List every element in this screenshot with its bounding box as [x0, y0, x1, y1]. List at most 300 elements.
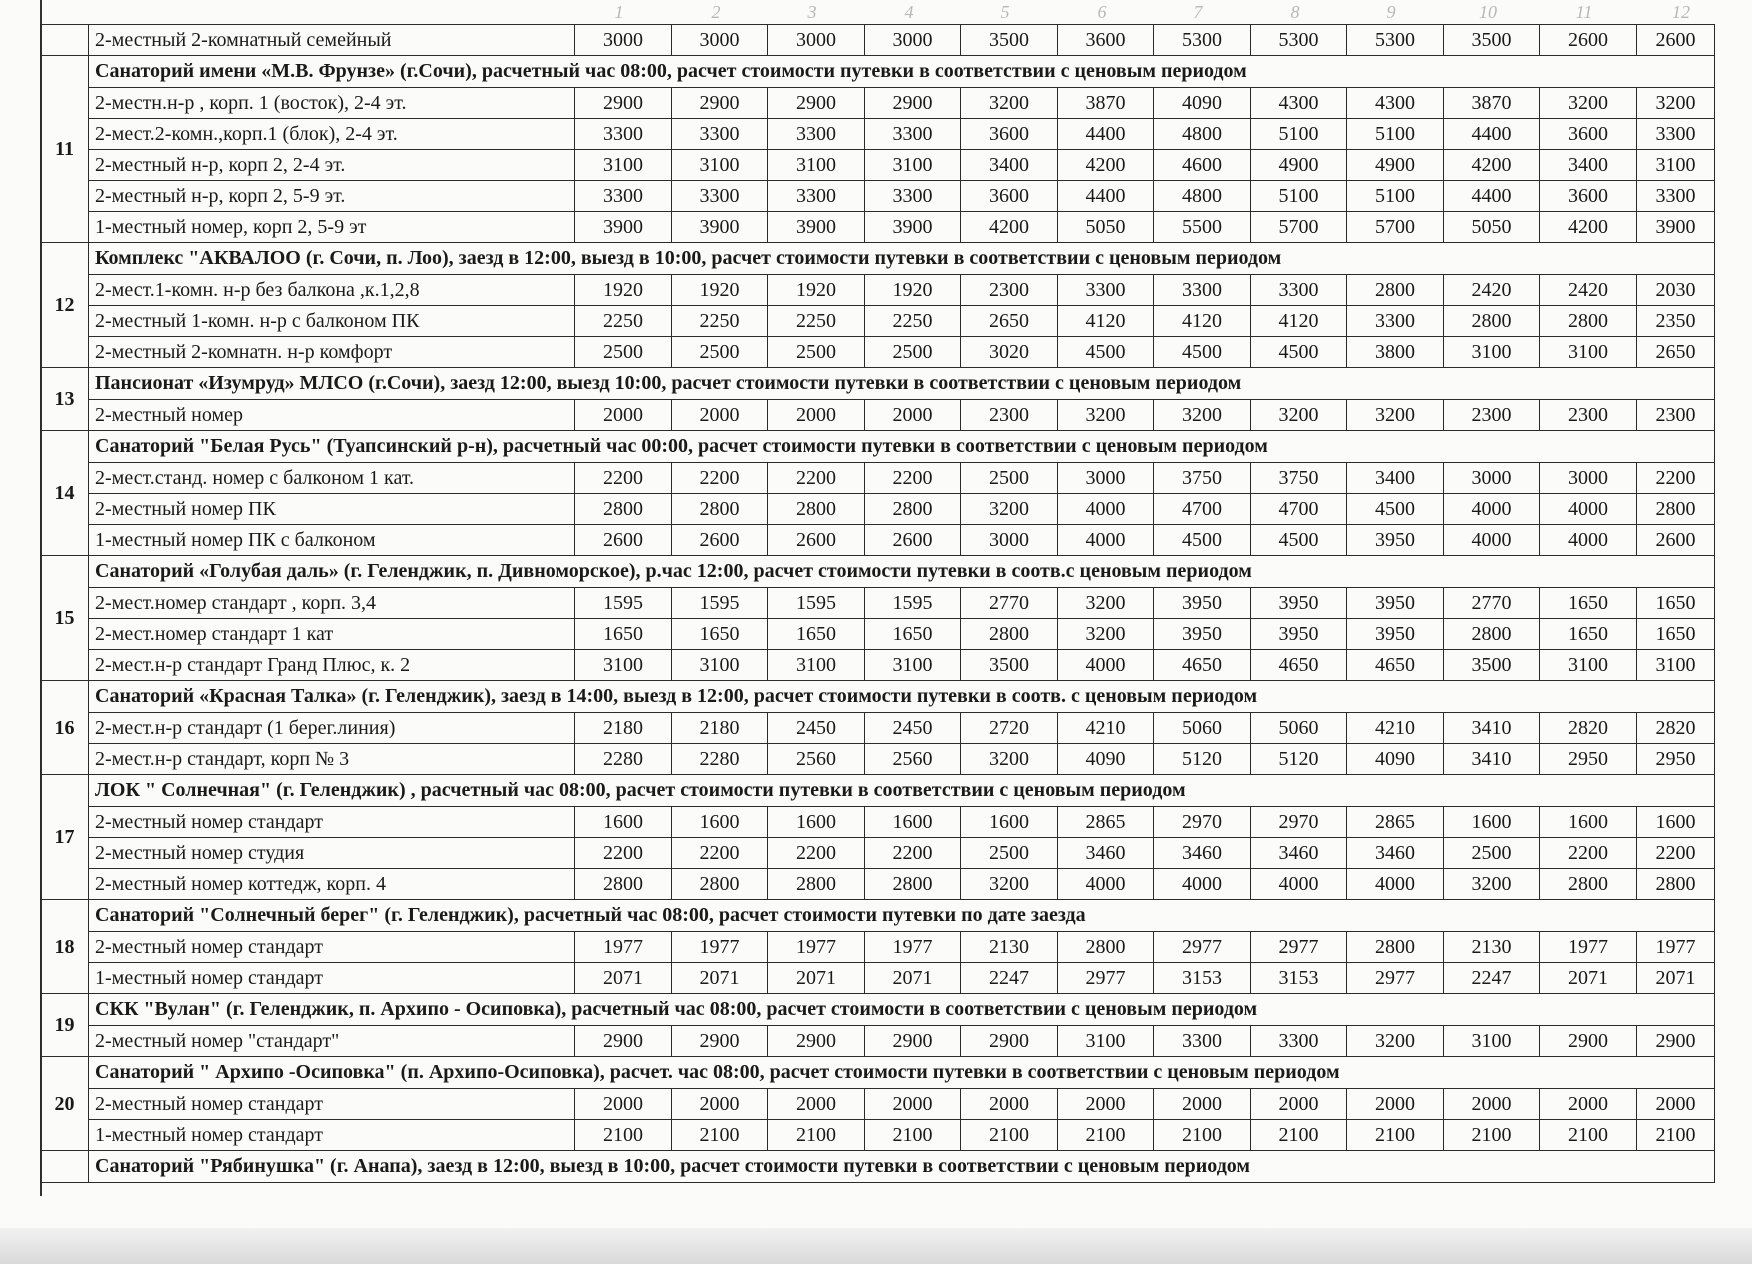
price-cell: 4200 — [1058, 150, 1154, 181]
room-type-cell: 1-местный номер стандарт — [89, 1120, 575, 1151]
price-cell: 3900 — [865, 212, 961, 243]
price-cell: 2200 — [1637, 838, 1715, 869]
price-cell: 5120 — [1251, 744, 1347, 775]
price-cell: 3300 — [1251, 275, 1347, 306]
sanatorium-number — [41, 1151, 89, 1183]
price-cell: 2800 — [1637, 869, 1715, 900]
price-cell: 3460 — [1154, 838, 1251, 869]
price-cell: 2000 — [1637, 1089, 1715, 1120]
price-cell: 3100 — [865, 150, 961, 181]
price-cell: 1600 — [961, 807, 1058, 838]
table-row — [41, 119, 1715, 150]
price-cell: 2200 — [865, 838, 961, 869]
price-cell: 2500 — [865, 337, 961, 368]
price-cell: 3100 — [672, 650, 768, 681]
price-cell: 1650 — [768, 619, 865, 650]
price-cell: 2000 — [768, 400, 865, 431]
price-cell: 4000 — [1058, 869, 1154, 900]
price-cell: 3000 — [1540, 463, 1637, 494]
price-cell: 2200 — [575, 463, 672, 494]
price-cell: 2977 — [1347, 963, 1444, 994]
price-cell: 4120 — [1058, 306, 1154, 337]
price-cell: 1600 — [672, 807, 768, 838]
price-cell: 4000 — [1058, 525, 1154, 556]
column-number: 1 — [614, 2, 624, 22]
price-cell: 3300 — [1154, 1026, 1251, 1057]
price-cell: 3300 — [1251, 1026, 1347, 1057]
sanatorium-header-row — [41, 775, 1715, 807]
price-cell: 2000 — [1347, 1089, 1444, 1120]
scan-shadow — [0, 1228, 1752, 1264]
price-cell: 2820 — [1637, 713, 1715, 744]
table-row — [41, 463, 1715, 494]
price-cell: 4000 — [1058, 494, 1154, 525]
price-cell: 2800 — [768, 494, 865, 525]
price-cell: 2071 — [1540, 963, 1637, 994]
room-type-cell: 2-мест.1-комн. н-р без балкона ,к.1,2,8 — [89, 275, 575, 306]
sanatorium-number: 14 — [41, 431, 89, 556]
price-cell: 2350 — [1637, 306, 1715, 337]
price-cell: 2300 — [961, 275, 1058, 306]
price-cell: 3100 — [768, 150, 865, 181]
price-cell: 3600 — [1058, 25, 1154, 56]
room-type-cell: 2-местный номер стандарт — [89, 1089, 575, 1120]
price-cell: 3020 — [961, 337, 1058, 368]
price-cell: 2000 — [672, 1089, 768, 1120]
price-table — [40, 24, 1715, 1183]
price-cell: 2300 — [1444, 400, 1540, 431]
table-row — [41, 1120, 1715, 1151]
price-cell: 3600 — [1540, 119, 1637, 150]
sanatorium-title: Комплекс "АКВАЛОО (г. Сочи, п. Лоо), заезд в 12:00, выезд в 10:00, расчет стоимости путевки в соответствии с ценовым периодом — [89, 243, 1715, 275]
sanatorium-header-row — [41, 681, 1715, 713]
price-cell: 2071 — [575, 963, 672, 994]
price-cell: 4800 — [1154, 181, 1251, 212]
room-type-cell: 2-местный номер "стандарт" — [89, 1026, 575, 1057]
price-cell: 2800 — [1444, 619, 1540, 650]
price-cell: 4600 — [1154, 150, 1251, 181]
sanatorium-title: Санаторий «Красная Талка» (г. Геленджик), заезд в 14:00, выезд в 12:00, расчет стоимости путевки в соотв. с ценовым периодом — [89, 681, 1715, 713]
price-cell: 2865 — [1347, 807, 1444, 838]
price-cell: 4090 — [1058, 744, 1154, 775]
price-cell: 4500 — [1251, 337, 1347, 368]
price-cell: 2200 — [672, 463, 768, 494]
price-cell: 2450 — [865, 713, 961, 744]
price-cell: 1595 — [575, 588, 672, 619]
price-cell: 5700 — [1347, 212, 1444, 243]
price-cell: 2600 — [768, 525, 865, 556]
price-cell: 2250 — [575, 306, 672, 337]
table-row — [41, 650, 1715, 681]
price-cell: 3300 — [865, 119, 961, 150]
price-cell: 4200 — [1444, 150, 1540, 181]
price-cell: 5300 — [1154, 25, 1251, 56]
room-type-cell: 2-мест.станд. номер с балконом 1 кат. — [89, 463, 575, 494]
price-cell: 1650 — [1637, 619, 1715, 650]
price-cell: 2000 — [672, 400, 768, 431]
sanatorium-header-row — [41, 556, 1715, 588]
price-cell: 3200 — [1444, 869, 1540, 900]
price-cell: 3500 — [1444, 650, 1540, 681]
price-cell: 2200 — [865, 463, 961, 494]
room-type-cell: 2-местный номер стандарт — [89, 932, 575, 963]
price-cell: 2900 — [672, 88, 768, 119]
sanatorium-header-row — [41, 900, 1715, 932]
price-cell: 1650 — [575, 619, 672, 650]
table-row — [41, 337, 1715, 368]
price-cell: 3200 — [1540, 88, 1637, 119]
faint-column-numbers — [0, 2, 1752, 22]
column-number: 6 — [1097, 2, 1107, 22]
price-cell: 2100 — [865, 1120, 961, 1151]
price-cell: 3950 — [1251, 619, 1347, 650]
price-cell: 2800 — [1540, 869, 1637, 900]
price-cell: 2100 — [1154, 1120, 1251, 1151]
room-type-cell: 2-местный номер — [89, 400, 575, 431]
table-row — [41, 212, 1715, 243]
price-cell: 2000 — [1251, 1089, 1347, 1120]
price-cell: 3750 — [1251, 463, 1347, 494]
price-cell: 2800 — [865, 869, 961, 900]
price-cell: 3400 — [1540, 150, 1637, 181]
price-cell: 3950 — [1347, 588, 1444, 619]
price-cell: 2800 — [961, 619, 1058, 650]
price-cell: 3950 — [1347, 619, 1444, 650]
price-cell: 3950 — [1347, 525, 1444, 556]
price-cell: 5050 — [1058, 212, 1154, 243]
price-cell: 1977 — [865, 932, 961, 963]
room-type-cell: 2-мест.н-р стандарт, корп № 3 — [89, 744, 575, 775]
price-cell: 2800 — [672, 494, 768, 525]
price-cell: 3200 — [1251, 400, 1347, 431]
sanatorium-header-row — [41, 1151, 1715, 1183]
price-cell: 3000 — [961, 525, 1058, 556]
price-cell: 2977 — [1251, 932, 1347, 963]
price-cell: 3000 — [768, 25, 865, 56]
price-cell: 5500 — [1154, 212, 1251, 243]
price-cell: 1977 — [575, 932, 672, 963]
column-number: 4 — [904, 2, 914, 22]
price-cell: 3200 — [1154, 400, 1251, 431]
price-cell: 3300 — [1637, 181, 1715, 212]
price-cell: 4000 — [1058, 650, 1154, 681]
price-cell: 4650 — [1251, 650, 1347, 681]
price-cell: 3153 — [1251, 963, 1347, 994]
price-cell: 2100 — [1347, 1120, 1444, 1151]
column-number: 2 — [711, 2, 721, 22]
price-cell: 5300 — [1251, 25, 1347, 56]
price-cell: 2420 — [1444, 275, 1540, 306]
table-row — [41, 713, 1715, 744]
price-cell: 2000 — [865, 400, 961, 431]
price-cell: 1977 — [768, 932, 865, 963]
price-cell: 3000 — [1058, 463, 1154, 494]
price-cell: 2100 — [672, 1120, 768, 1151]
price-cell: 2450 — [768, 713, 865, 744]
price-cell: 3100 — [575, 650, 672, 681]
table-row — [41, 869, 1715, 900]
price-cell: 2970 — [1251, 807, 1347, 838]
price-cell: 3950 — [1154, 588, 1251, 619]
room-type-cell: 1-местный номер, корп 2, 5-9 эт — [89, 212, 575, 243]
price-cell: 2071 — [865, 963, 961, 994]
price-cell: 3300 — [575, 119, 672, 150]
price-cell: 3000 — [865, 25, 961, 56]
price-cell: 1650 — [1637, 588, 1715, 619]
price-cell: 3400 — [961, 150, 1058, 181]
price-cell: 1600 — [1540, 807, 1637, 838]
price-cell: 2977 — [1154, 932, 1251, 963]
price-cell: 1650 — [672, 619, 768, 650]
price-cell: 2800 — [575, 494, 672, 525]
price-cell: 3950 — [1251, 588, 1347, 619]
price-cell: 4650 — [1347, 650, 1444, 681]
row-number-cell — [41, 25, 89, 56]
price-cell: 4650 — [1154, 650, 1251, 681]
column-number: 7 — [1193, 2, 1203, 22]
price-cell: 4000 — [1251, 869, 1347, 900]
room-type-cell: 2-мест.н-р стандарт (1 берег.линия) — [89, 713, 575, 744]
sanatorium-title: СКК "Вулан" (г. Геленджик, п. Архипо - Осиповка), расчетный час 08:00, расчет стоимости в соответствии с ценовым периодом — [89, 994, 1715, 1026]
sanatorium-number: 19 — [41, 994, 89, 1057]
price-cell: 3200 — [961, 744, 1058, 775]
price-cell: 4500 — [1347, 494, 1444, 525]
price-cell: 2600 — [1637, 25, 1715, 56]
price-cell: 2300 — [961, 400, 1058, 431]
price-cell: 2770 — [961, 588, 1058, 619]
price-cell: 3300 — [1637, 119, 1715, 150]
table-row — [41, 275, 1715, 306]
price-cell: 3100 — [1444, 337, 1540, 368]
price-cell: 2600 — [1540, 25, 1637, 56]
price-cell: 3200 — [1058, 588, 1154, 619]
column-number: 5 — [1000, 2, 1010, 22]
price-cell: 1920 — [865, 275, 961, 306]
price-cell: 3600 — [961, 119, 1058, 150]
table-row — [41, 963, 1715, 994]
price-cell: 3000 — [672, 25, 768, 56]
room-type-cell: 1-местный номер ПК с балконом — [89, 525, 575, 556]
price-cell: 1600 — [768, 807, 865, 838]
price-cell: 3410 — [1444, 744, 1540, 775]
sanatorium-number: 13 — [41, 368, 89, 431]
price-cell: 2800 — [1637, 494, 1715, 525]
price-cell: 2000 — [575, 1089, 672, 1120]
price-cell: 1977 — [1540, 932, 1637, 963]
price-cell: 2500 — [768, 337, 865, 368]
price-cell: 3153 — [1154, 963, 1251, 994]
price-cell: 3800 — [1347, 337, 1444, 368]
price-cell: 3100 — [575, 150, 672, 181]
table-row — [41, 1089, 1715, 1120]
price-cell: 2000 — [768, 1089, 865, 1120]
price-cell: 3300 — [672, 181, 768, 212]
price-cell: 2250 — [768, 306, 865, 337]
sanatorium-number: 17 — [41, 775, 89, 900]
price-cell: 4200 — [961, 212, 1058, 243]
price-cell: 4300 — [1347, 88, 1444, 119]
price-cell: 2250 — [672, 306, 768, 337]
price-cell: 5300 — [1347, 25, 1444, 56]
price-cell: 4000 — [1347, 869, 1444, 900]
price-cell: 2900 — [1540, 1026, 1637, 1057]
price-cell: 5050 — [1444, 212, 1540, 243]
price-cell: 1650 — [865, 619, 961, 650]
price-cell: 3200 — [1058, 619, 1154, 650]
price-cell: 4000 — [1444, 525, 1540, 556]
table-row — [41, 619, 1715, 650]
price-cell: 2500 — [575, 337, 672, 368]
price-cell: 3500 — [961, 25, 1058, 56]
price-cell: 2000 — [575, 400, 672, 431]
price-cell: 3200 — [1347, 1026, 1444, 1057]
price-cell: 2800 — [768, 869, 865, 900]
price-cell: 3900 — [672, 212, 768, 243]
sanatorium-number: 20 — [41, 1057, 89, 1151]
price-cell: 2950 — [1540, 744, 1637, 775]
price-cell: 2100 — [1058, 1120, 1154, 1151]
column-number: 8 — [1290, 2, 1300, 22]
price-cell: 5060 — [1251, 713, 1347, 744]
price-cell: 1600 — [1637, 807, 1715, 838]
price-cell: 2500 — [961, 838, 1058, 869]
column-number: 3 — [807, 2, 817, 22]
price-cell: 2970 — [1154, 807, 1251, 838]
room-type-cell: 2-местный 2-комнатн. н-р комфорт — [89, 337, 575, 368]
price-cell: 4200 — [1540, 212, 1637, 243]
price-cell: 2000 — [1154, 1089, 1251, 1120]
price-cell: 4400 — [1444, 119, 1540, 150]
column-number: 11 — [1575, 2, 1593, 22]
price-cell: 3200 — [961, 869, 1058, 900]
price-cell: 2865 — [1058, 807, 1154, 838]
price-cell: 2280 — [575, 744, 672, 775]
price-cell: 2600 — [865, 525, 961, 556]
room-type-cell: 2-местный 1-комн. н-р с балконом ПК — [89, 306, 575, 337]
price-cell: 2600 — [672, 525, 768, 556]
price-cell: 2900 — [672, 1026, 768, 1057]
price-cell: 2200 — [672, 838, 768, 869]
price-cell: 2200 — [768, 463, 865, 494]
price-cell: 2770 — [1444, 588, 1540, 619]
price-cell: 3200 — [961, 494, 1058, 525]
price-cell: 3300 — [1154, 275, 1251, 306]
column-number: 9 — [1386, 2, 1396, 22]
price-cell: 1600 — [865, 807, 961, 838]
sanatorium-title: Санаторий " Архипо -Осиповка" (п. Архипо-Осиповка), расчет. час 08:00, расчет стоимости путевки в соответствии с ценовым периодом — [89, 1057, 1715, 1089]
room-type-cell: 2-мест.номер стандарт , корп. 3,4 — [89, 588, 575, 619]
price-cell: 1650 — [1540, 619, 1637, 650]
price-cell: 3100 — [1540, 337, 1637, 368]
price-cell: 3300 — [768, 119, 865, 150]
table-row — [41, 400, 1715, 431]
table-row — [41, 181, 1715, 212]
price-cell: 2000 — [1540, 1089, 1637, 1120]
price-cell: 2247 — [1444, 963, 1540, 994]
price-cell: 2800 — [1058, 932, 1154, 963]
price-cell: 2720 — [961, 713, 1058, 744]
room-type-cell: 2-местный номер стандарт — [89, 807, 575, 838]
price-cell: 2180 — [672, 713, 768, 744]
price-cell: 4700 — [1251, 494, 1347, 525]
price-cell: 2200 — [575, 838, 672, 869]
price-cell: 3460 — [1347, 838, 1444, 869]
room-type-cell: 2-местный 2-комнатный семейный — [89, 25, 575, 56]
price-cell: 1600 — [1444, 807, 1540, 838]
price-cell: 2000 — [1444, 1089, 1540, 1120]
price-cell: 2900 — [768, 1026, 865, 1057]
price-cell: 3200 — [1347, 400, 1444, 431]
sanatorium-number: 12 — [41, 243, 89, 368]
price-cell: 1920 — [672, 275, 768, 306]
price-cell: 3200 — [961, 88, 1058, 119]
table-row — [41, 588, 1715, 619]
table-row — [41, 525, 1715, 556]
price-cell: 2100 — [768, 1120, 865, 1151]
price-cell: 4210 — [1058, 713, 1154, 744]
price-cell: 2180 — [575, 713, 672, 744]
price-cell: 3600 — [961, 181, 1058, 212]
price-cell: 4700 — [1154, 494, 1251, 525]
price-cell: 5700 — [1251, 212, 1347, 243]
price-cell: 2100 — [1251, 1120, 1347, 1151]
price-cell: 2500 — [672, 337, 768, 368]
room-type-cell: 2-местный номер студия — [89, 838, 575, 869]
price-cell: 2600 — [575, 525, 672, 556]
price-cell: 2900 — [865, 1026, 961, 1057]
price-cell: 3870 — [1444, 88, 1540, 119]
price-cell: 3200 — [1637, 88, 1715, 119]
table-row — [41, 1026, 1715, 1057]
price-cell: 1595 — [865, 588, 961, 619]
price-cell: 2420 — [1540, 275, 1637, 306]
price-cell: 3200 — [1058, 400, 1154, 431]
price-cell: 2500 — [1444, 838, 1540, 869]
price-cell: 5120 — [1154, 744, 1251, 775]
price-cell: 4500 — [1154, 525, 1251, 556]
price-cell: 2900 — [768, 88, 865, 119]
room-type-cell: 2-мест.2-комн.,корп.1 (блок), 2-4 эт. — [89, 119, 575, 150]
price-cell: 4210 — [1347, 713, 1444, 744]
price-cell: 5100 — [1251, 181, 1347, 212]
sanatorium-title: Санаторий "Рябинушка" (г. Анапа), заезд в 12:00, выезд в 10:00, расчет стоимости путевки в соответствии с ценовым периодом — [89, 1151, 1715, 1183]
price-cell: 3460 — [1251, 838, 1347, 869]
price-cell: 2130 — [961, 932, 1058, 963]
price-cell: 1595 — [768, 588, 865, 619]
price-cell: 1920 — [575, 275, 672, 306]
room-type-cell: 2-местный номер коттедж, корп. 4 — [89, 869, 575, 900]
sanatorium-number: 16 — [41, 681, 89, 775]
price-cell: 4090 — [1154, 88, 1251, 119]
sanatorium-header-row — [41, 368, 1715, 400]
price-cell: 2820 — [1540, 713, 1637, 744]
column-number: 10 — [1479, 2, 1497, 22]
price-cell: 2000 — [1058, 1089, 1154, 1120]
price-cell: 5100 — [1347, 181, 1444, 212]
table-row — [41, 744, 1715, 775]
sanatorium-number: 11 — [41, 56, 89, 243]
price-cell: 4500 — [1154, 337, 1251, 368]
price-cell: 2800 — [575, 869, 672, 900]
sanatorium-number: 18 — [41, 900, 89, 994]
sanatorium-title: Санаторий имени «М.В. Фрунзе» (г.Сочи), расчетный час 08:00, расчет стоимости путевки в соответствии с ценовым периодом — [89, 56, 1715, 88]
price-cell: 3100 — [1058, 1026, 1154, 1057]
sanatorium-title: ЛОК " Солнечная" (г. Геленджик) , расчетный час 08:00, расчет стоимости путевки в соответствии с ценовым периодом — [89, 775, 1715, 807]
price-cell: 2100 — [961, 1120, 1058, 1151]
sanatorium-title: Санаторий "Солнечный берег" (г. Геленджик), расчетный час 08:00, расчет стоимости путевки по дате заезда — [89, 900, 1715, 932]
price-cell: 3750 — [1154, 463, 1251, 494]
price-cell: 3100 — [1637, 150, 1715, 181]
